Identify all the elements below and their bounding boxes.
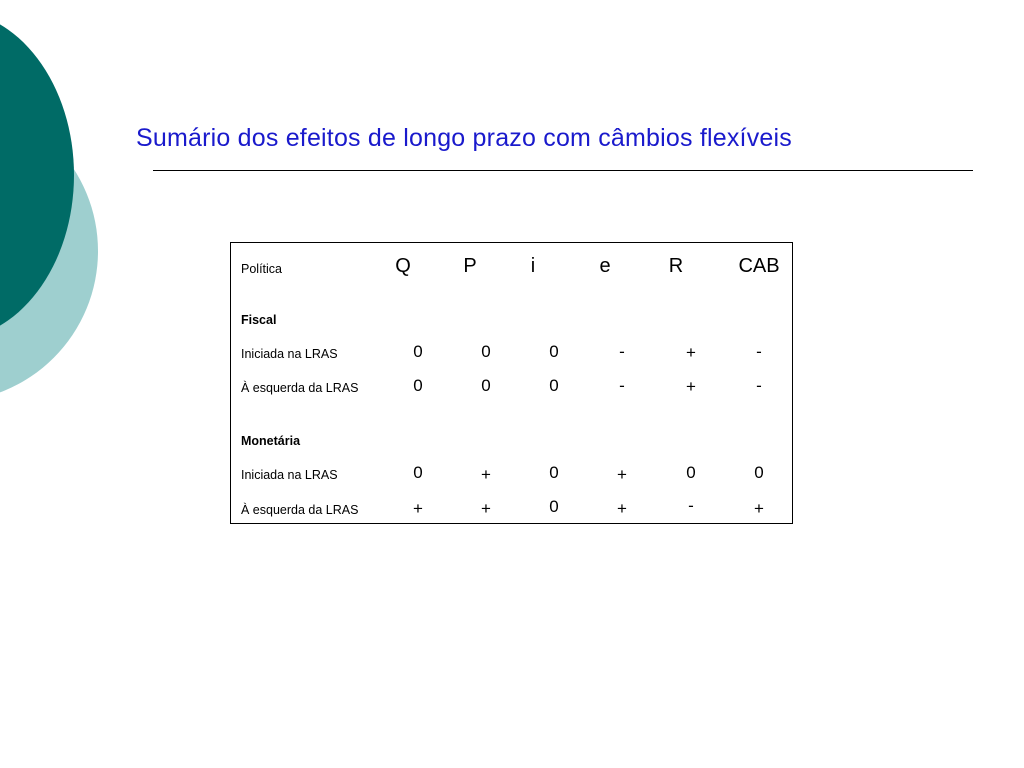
cell-r: - (688, 496, 694, 515)
table-row (231, 496, 792, 527)
column-header-q: Q (395, 255, 411, 277)
column-header-e: e (599, 255, 611, 277)
cell-r: 0 (686, 463, 696, 482)
cell-q: 0 (413, 342, 423, 361)
cell-e: + (617, 499, 627, 518)
section-monetaria (231, 434, 792, 458)
table-row (231, 463, 792, 492)
column-header-cab: CAB (738, 255, 780, 277)
row-header-label: Política (241, 262, 282, 276)
slide-title: Sumário dos efeitos de longo prazo com câmbios flexíveis (136, 124, 792, 152)
table-row (231, 376, 792, 405)
cell-e: - (619, 342, 625, 361)
cell-p: + (481, 465, 491, 484)
cell-q: 0 (413, 463, 423, 482)
cell-cab: - (756, 376, 762, 395)
row-label: Iniciada na LRAS (241, 347, 338, 361)
cell-e: - (619, 376, 625, 395)
column-header-i: i (530, 255, 536, 277)
table-header-row (231, 257, 792, 281)
cell-e: + (617, 465, 627, 484)
cell-cab: 0 (754, 463, 764, 482)
column-header-p: P (463, 255, 477, 277)
cell-q: 0 (413, 376, 423, 395)
cell-q: + (413, 499, 423, 518)
cell-p: + (481, 499, 491, 518)
cell-cab: - (756, 342, 762, 361)
section-fiscal (231, 313, 792, 337)
section-label: Fiscal (241, 313, 277, 327)
cell-i: 0 (549, 463, 559, 482)
section-label: Monetária (241, 434, 301, 448)
cell-i: 0 (549, 497, 559, 516)
row-label: À esquerda da LRAS (241, 381, 359, 395)
title-divider (153, 170, 973, 171)
cell-i: 0 (549, 376, 559, 395)
table-row (231, 342, 792, 371)
column-header-r: R (668, 255, 684, 277)
cell-p: 0 (481, 342, 491, 361)
row-label: À esquerda da LRAS (241, 503, 359, 517)
cell-cab: + (754, 499, 764, 518)
cell-i: 0 (549, 342, 559, 361)
effects-table (230, 242, 793, 524)
cell-r: + (686, 377, 696, 396)
cell-r: + (686, 343, 696, 362)
row-label: Iniciada na LRAS (241, 468, 338, 482)
cell-p: 0 (481, 376, 491, 395)
